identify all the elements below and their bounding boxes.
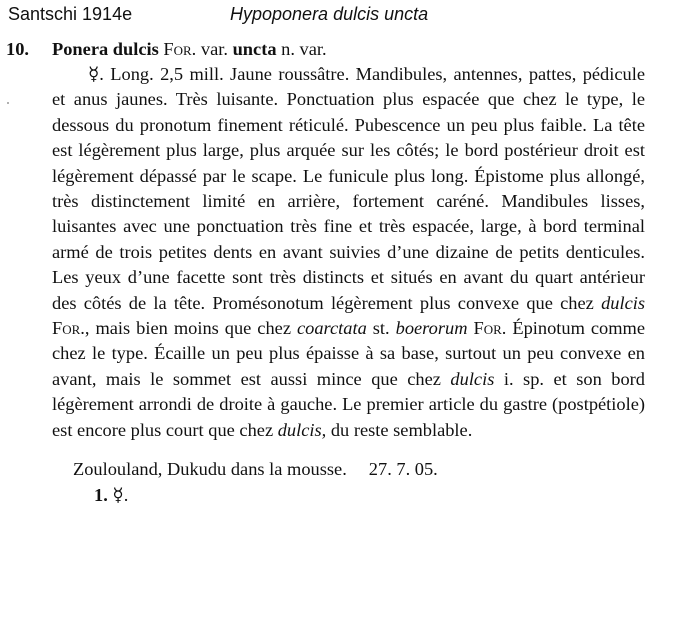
specimen-symbol: ☿. bbox=[112, 485, 129, 506]
italic-taxon-3: boerorum bbox=[395, 318, 468, 339]
description-text-1: . Long. 2,5 mill. Jaune roussâtre. Mandibules, antennes, pattes, pédicule et anus jaunes. Très luisante. Ponctuation plus espacée que chez le type, le dessous du pronotum finement réticulé. Pubescence un peu plus faible. La tête est légèrement plus large, plus arquée sur les côtés; le bord postérieur droit est légèrement dépassé par le scape. Le funicule plus long. Épistome plus allongé, très distinctement limité en arrière, fortement caréné. Mandibules lisses, luisantes avec une ponctuation très fine et très espacée, large, à bord terminal armé de trois petites dents en avant suivies d’une dizaine de petits denticules. Les yeux d’une facette sont très distincts et situés en avant du quart antérieur des côtés de la tête. Promésonotum légèrement plus convexe que chez bbox=[52, 64, 645, 313]
collection-date: 27. 7. 05. bbox=[368, 459, 438, 480]
species-author: For. bbox=[163, 39, 197, 59]
species-name: Ponera dulcis bbox=[52, 39, 159, 59]
italic-taxon-4: dulcis bbox=[450, 368, 495, 389]
entry-title bbox=[52, 36, 327, 62]
document-page bbox=[0, 36, 685, 508]
author-abbrev-1: For. bbox=[52, 318, 85, 339]
description-text-3: , mais bien moins que chez bbox=[84, 318, 297, 339]
page-header bbox=[8, 4, 668, 28]
italic-taxon-1: dulcis bbox=[601, 292, 645, 313]
entry-number: 10. bbox=[6, 39, 29, 59]
var-word: var. bbox=[200, 39, 228, 59]
caste-symbol: ☿ bbox=[88, 64, 100, 84]
italic-taxon-5: dulcis, bbox=[277, 419, 327, 440]
specimen-count: 1. bbox=[94, 485, 108, 506]
locality-line bbox=[0, 456, 685, 482]
italic-taxon-2: coarctata bbox=[296, 318, 367, 339]
description-text-4: st. bbox=[366, 318, 396, 339]
entry-heading bbox=[0, 36, 685, 62]
variety-name: uncta bbox=[232, 39, 277, 59]
source-citation: Santschi 1914e bbox=[8, 4, 133, 24]
author-abbrev-2: For. bbox=[473, 318, 507, 339]
locality-place: Zoulouland, Dukudu dans la mousse. bbox=[73, 459, 347, 480]
description-text-7: i. sp. et son bord légèrement arrondi de droite à gauche. Le premier article du gastre (postpétiole) est encore plus court que chez bbox=[52, 368, 645, 440]
description-text-8: du reste semblable. bbox=[326, 419, 473, 440]
description-text-6: Épinotum comme chez le type. Écaille un peu plus épaisse à sa base, surtout un peu convexe en avant, mais le sommet est aussi mince que chez bbox=[52, 318, 645, 389]
description-paragraph bbox=[0, 62, 685, 443]
taxon-status: n. var. bbox=[281, 39, 327, 59]
material-line bbox=[0, 482, 685, 508]
taxon-name: Hypoponera dulcis uncta bbox=[230, 4, 429, 24]
